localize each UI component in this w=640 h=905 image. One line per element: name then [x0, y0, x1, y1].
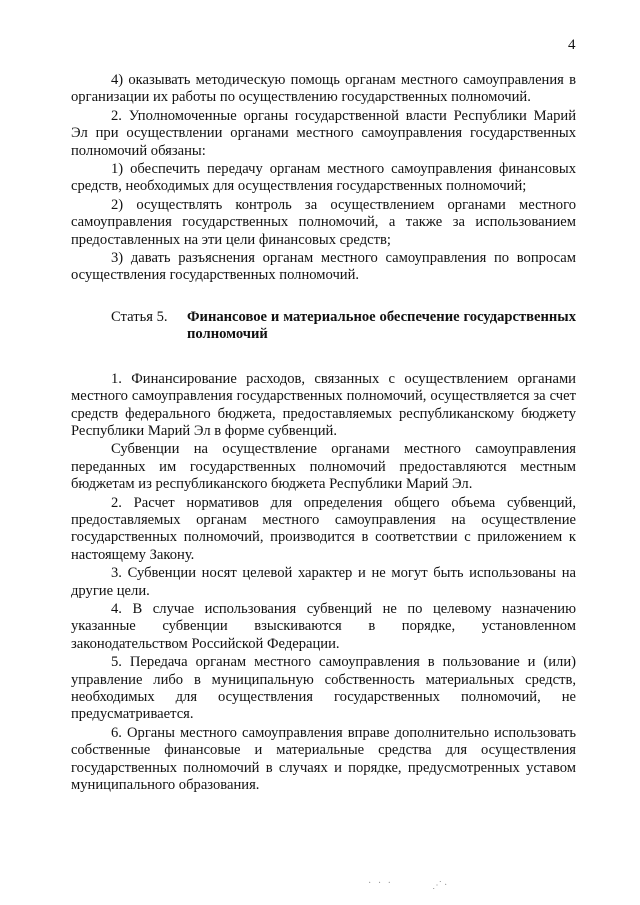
paragraph: 1. Финансирование расходов, связанных с осуществлением органами местного самоуправления государственных полномочий, осуществляется за счет средств федерального бюджета, предоставляемых республиканскому бюджету Республики Марий Эл в форме субвенций.: [71, 370, 576, 439]
paragraph: 5. Передача органам местного самоуправления в пользование и (или) управление либо в муниципальную собственность материальных средств, необходимых для осуществления государственных полномочий, не предусматривается.: [71, 654, 576, 723]
paragraph: 4) оказывать методическую помощь органам местного самоуправления в организации их работы по осуществлению государственных полномочий.: [71, 72, 576, 106]
paragraph: 2) осуществлять контроль за осуществлением органами местного самоуправления государственных полномочий, а также за использованием предоставленных на эти цели финансовых средств;: [71, 196, 576, 248]
paragraph: 1) обеспечить передачу органам местного самоуправления финансовых средств, необходимых для осуществления государственных полномочий;: [71, 161, 576, 195]
paragraph: Субвенции на осуществление органами местного самоуправления переданных им государственных полномочий предоставляются местным бюджетам из республиканского бюджета Республики Марий Эл.: [71, 441, 576, 493]
scan-speckle: ⋰·: [432, 880, 450, 891]
page-number: 4: [568, 37, 576, 53]
scan-speckle: · · ·: [368, 878, 393, 889]
paragraph: 4. В случае использования субвенций не по целевому назначению указанные субвенции взыскиваются в порядке, установленном законодательством Российской Федерации.: [71, 600, 576, 652]
paragraph: 2. Уполномоченные органы государственной власти Республики Марий Эл при осуществлении органами местного самоуправления государственных полномочий обязаны:: [71, 107, 576, 159]
paragraph: 2. Расчет нормативов для определения общего объема субвенций, предоставляемых органам местного самоуправления на осуществление государственных полномочий, производится в соответствии с приложением к настоящему Закону.: [71, 494, 576, 563]
paragraph: 6. Органы местного самоуправления вправе дополнительно использовать собственные финансовые и материальные средства для осуществления государственных полномочий в случаях и порядке, предусмотренных уставом муниципального образования.: [71, 724, 576, 794]
paragraph: 3. Субвенции носят целевой характер и не могут быть использованы на другие цели.: [71, 565, 576, 599]
article-heading: [71, 309, 576, 344]
paragraph: 3) давать разъяснения органам местного самоуправления по вопросам осуществления государственных полномочий.: [71, 250, 576, 284]
article-number: Статья 5.: [111, 308, 168, 325]
article-title: Финансовое и материальное обеспечение государственных полномочий: [187, 308, 576, 343]
document-body: [71, 72, 576, 795]
